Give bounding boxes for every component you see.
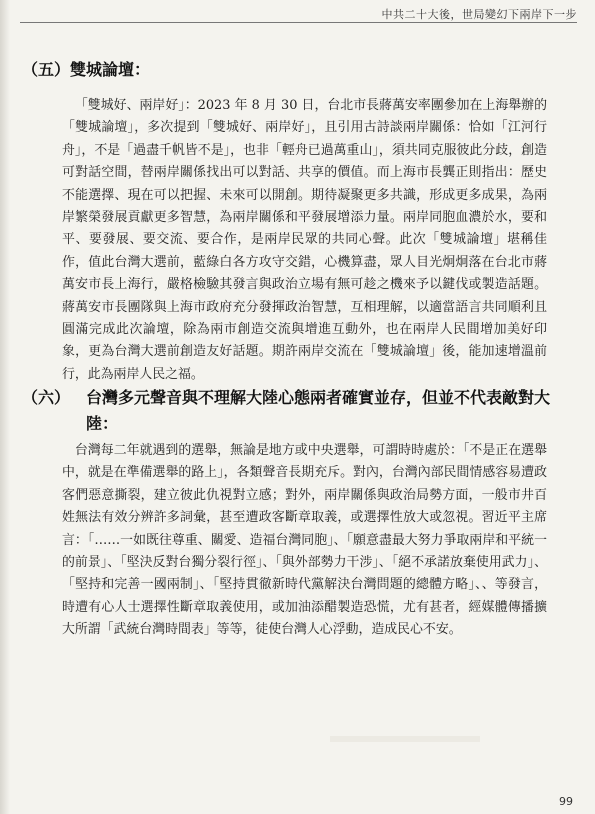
section-number: （六）	[22, 388, 71, 407]
page-number: 99	[559, 795, 573, 808]
section-heading-5	[22, 57, 150, 80]
section-paragraph-6: 台灣每二年就遇到的選舉，無論是地方或中央選舉，可謂時時處於：「不是正在選舉中，就是在準備選舉的路上」，各類聲音長期充斥。對內，台灣內部民間情感容易遭政客們惡意撕裂，建立彼此仇視對立感；對外，兩岸關係與政治局勢方面，一般市井百姓無法有效分辨許多詞彙，甚至遭政客斷章取義，或選擇性放大或忽視。習近平主席言：「……一如既往尊重、關愛、造福台灣同胞」、「願意盡最大努力爭取兩岸和平統一的前景」、「堅決反對台獨分裂行徑」、「與外部勢力干涉」、「絕不承諾放棄使用武力」、「堅持和完善一國兩制」、「堅持貫徹新時代黨解決台灣問題的總體方略」、、等發言，時遭有心人士選擇性斷章取義使用，或加油添醋製造恐慌，尤有甚者，經媒體傳播擴大所謂「武統台灣時間表」等等，徒使台灣人心浮動，造成民心不安。	[62, 443, 547, 638]
bleed-through-mark	[330, 736, 480, 742]
section-paragraph-5: 「雙城好、兩岸好」：2023 年 8 月 30 日，台北市長蔣萬安率團參加在上海舉辦的「雙城論壇」，多次提到「雙城好、兩岸好」，且引用古詩談兩岸關係：恰如「江河行舟」，不是「過盡千帆皆不是」，也非「輕舟已過萬重山」，須共同克服彼此分歧，創造可對話空間，替兩岸關係找出可以對話、共享的價值。而上海市長龔正則指出：歷史不能選擇、現在可以把握、未來可以開創。期待凝聚更多共識，形成更多成果，為兩岸繁榮發展貢獻更多智慧，為兩岸關係和平發展增添力量。兩岸同胞血濃於水，要和平、要發展、要交流、要合作，是兩岸民眾的共同心聲。此次「雙城論壇」堪稱佳作，值此台灣大選前，藍綠白各方攻守交錯，心機算盡，眾人目光炯炯落在台北市蔣萬安市長上海行，嚴格檢驗其發言與政治立場有無可趁之機來予以鍵伐或製造話題。蔣萬安市長團隊與上海市政府充分發揮政治智慧，互相理解，以適當語言共同順利且圓滿完成此次論壇，除為兩市創造交流與增進互動外，也在兩岸人民間增加美好印象，更為台灣大選前創造友好話題。期許兩岸交流在「雙城論壇」後，能加速增溫前行，此為兩岸人民之福。	[62, 98, 547, 382]
section-title: 台灣多元聲音與不理解大陸心態兩者確實並存，但並不代表敵對大陸：	[86, 388, 551, 433]
section-heading-6	[22, 385, 572, 437]
section-number: （五）	[22, 60, 71, 79]
running-header: 中共二十大後，世局變幻下兩岸下一步	[381, 8, 577, 21]
header-rule	[20, 22, 577, 23]
section-title: 雙城論壇：	[70, 60, 151, 79]
page-gutter-shadow	[0, 0, 10, 814]
